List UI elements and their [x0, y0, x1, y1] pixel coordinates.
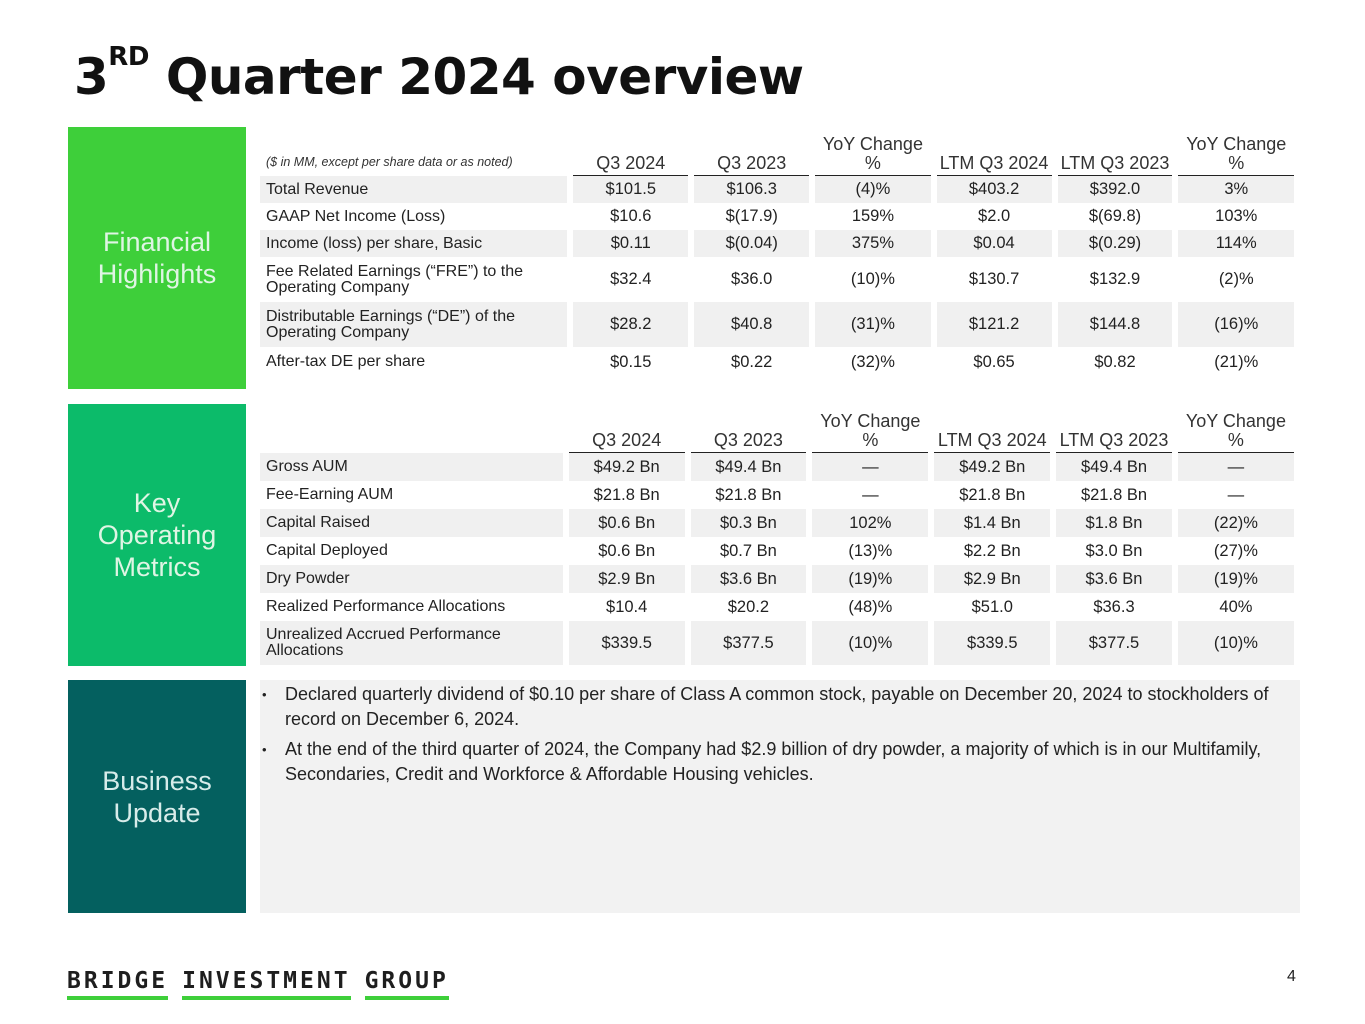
- column-header: Q3 2024: [569, 407, 685, 453]
- table-cell: $144.8: [1058, 302, 1173, 347]
- table-cell: $21.8 Bn: [1080, 485, 1148, 504]
- row-label: Gross AUM: [260, 453, 563, 481]
- row-label: Realized Performance Allocations: [266, 598, 506, 615]
- business-update-body: [260, 680, 1300, 913]
- column-header: YoY Change %: [1178, 130, 1294, 176]
- table-cell: —: [1227, 485, 1245, 504]
- table-cell: 103%: [1215, 207, 1258, 225]
- financial-highlights-table: [254, 130, 1300, 377]
- title-number: 3: [74, 48, 109, 106]
- row-label: After-tax DE per share: [266, 353, 426, 370]
- table-cell: $2.0: [978, 207, 1011, 225]
- table-cell: $2.2 Bn: [963, 541, 1021, 560]
- table-cell: $392.0: [1058, 176, 1173, 203]
- table-cell: $0.3 Bn: [691, 509, 807, 537]
- table-cell: $132.9: [1089, 270, 1141, 288]
- table-cell: $36.0: [731, 270, 773, 288]
- table-cell: $377.5: [1056, 621, 1172, 665]
- table-row: [260, 176, 1294, 203]
- row-label: Income (loss) per share, Basic: [260, 230, 567, 257]
- table-cell: $(69.8): [1088, 207, 1142, 225]
- column-header: Q3 2023: [691, 407, 807, 453]
- table-cell: $0.6 Bn: [598, 541, 656, 560]
- row-label: Fee-Earning AUM: [266, 486, 394, 503]
- title-ordinal-suffix: RD: [108, 42, 149, 72]
- row-label: Capital Raised: [260, 509, 563, 537]
- table-cell: $20.2: [727, 597, 770, 616]
- table-cell: $2.9 Bn: [934, 565, 1050, 593]
- table-cell: (4)%: [815, 176, 930, 203]
- table-cell: (13)%: [848, 541, 893, 560]
- table-cell: $121.2: [937, 302, 1052, 347]
- table-row: [260, 257, 1294, 302]
- table-cell: $1.8 Bn: [1056, 509, 1172, 537]
- table-cell: $3.6 Bn: [1056, 565, 1172, 593]
- table-cell: $1.4 Bn: [934, 509, 1050, 537]
- table-cell: $49.4 Bn: [691, 453, 807, 481]
- table-cell: (10)%: [850, 270, 895, 288]
- table-cell: 102%: [812, 509, 928, 537]
- key-operating-metrics-table: [254, 407, 1300, 665]
- table-cell: $0.6 Bn: [569, 509, 685, 537]
- table-cell: $28.2: [573, 302, 688, 347]
- table-cell: $0.22: [731, 352, 773, 371]
- row-label: GAAP Net Income (Loss): [266, 207, 446, 225]
- table-cell: $0.11: [573, 230, 688, 257]
- column-header: YoY Change %: [1178, 407, 1294, 453]
- table-cell: (32)%: [850, 352, 895, 371]
- table-row: [260, 453, 1294, 481]
- table-cell: $403.2: [937, 176, 1052, 203]
- financial-highlights-label: Financial Highlights: [68, 127, 246, 389]
- logo-word: INVESTMENT: [182, 968, 350, 1000]
- table-row: [260, 481, 1294, 509]
- table-cell: $49.2 Bn: [934, 453, 1050, 481]
- table-cell: $10.6: [610, 207, 652, 225]
- table-cell: —: [862, 485, 879, 504]
- table-row: [260, 537, 1294, 565]
- table-cell: $339.5: [569, 621, 685, 665]
- row-label: Total Revenue: [260, 176, 567, 203]
- company-logo: [67, 968, 449, 1000]
- table-cell: $36.3: [1093, 597, 1135, 616]
- table-cell: $49.4 Bn: [1056, 453, 1172, 481]
- table-cell: $106.3: [694, 176, 809, 203]
- table-cell: (21)%: [1214, 352, 1259, 371]
- table-cell: (19)%: [812, 565, 928, 593]
- page-title: [74, 42, 804, 106]
- table-cell: $21.8 Bn: [959, 485, 1026, 504]
- table-cell: $0.82: [1094, 352, 1136, 371]
- table-cell: $21.8 Bn: [715, 485, 782, 504]
- table-row: [260, 347, 1294, 377]
- table-row: [260, 509, 1294, 537]
- row-label: Distributable Earnings (“DE”) of the Operating Company: [260, 302, 567, 347]
- table-cell: $0.65: [973, 352, 1015, 371]
- table-cell: $130.7: [968, 270, 1020, 288]
- table-row: [260, 203, 1294, 230]
- table-cell: $3.6 Bn: [691, 565, 807, 593]
- logo-word: BRIDGE: [67, 968, 168, 1000]
- column-header: LTM Q3 2023: [1056, 407, 1172, 453]
- table-cell: $10.4: [606, 597, 648, 616]
- list-item: • Declared quarterly dividend of $0.10 per share of Class A common stock, payable on December 20, 2024 to stockholders of record on December 6, 2024.: [260, 682, 1300, 732]
- table-cell: (10)%: [812, 621, 928, 665]
- business-update-label: Business Update: [68, 680, 246, 913]
- table-cell: 159%: [851, 207, 895, 225]
- table-cell: 3%: [1178, 176, 1294, 203]
- table-cell: $40.8: [694, 302, 809, 347]
- table-cell: $0.04: [937, 230, 1052, 257]
- row-label: Capital Deployed: [266, 542, 388, 559]
- column-header: YoY Change %: [815, 130, 930, 176]
- table-cell: $(0.04): [694, 230, 809, 257]
- table-cell: (27)%: [1213, 541, 1258, 560]
- table-note-empty: [260, 407, 563, 453]
- table-cell: $101.5: [573, 176, 688, 203]
- table-cell: $339.5: [934, 621, 1050, 665]
- row-label: Dry Powder: [260, 565, 563, 593]
- table-cell: $(0.29): [1058, 230, 1173, 257]
- table-cell: (2)%: [1218, 270, 1254, 288]
- table-cell: —: [812, 453, 928, 481]
- table-cell: —: [1178, 453, 1294, 481]
- table-cell: $32.4: [610, 270, 652, 288]
- table-cell: $3.0 Bn: [1085, 541, 1143, 560]
- logo-word: GROUP: [365, 968, 449, 1000]
- table-row: [260, 230, 1294, 257]
- table-cell: $51.0: [971, 597, 1013, 616]
- table-cell: $(17.9): [725, 207, 778, 225]
- table-cell: (22)%: [1178, 509, 1294, 537]
- row-label: Unrealized Accrued Performance Allocations: [260, 621, 563, 665]
- table-row: [260, 302, 1294, 347]
- table-cell: $2.9 Bn: [569, 565, 685, 593]
- table-row: [260, 593, 1294, 621]
- table-cell: $0.7 Bn: [719, 541, 777, 560]
- table-cell: (48)%: [848, 597, 893, 616]
- key-operating-metrics-label: Key Operating Metrics: [68, 404, 246, 666]
- table-cell: $21.8 Bn: [593, 485, 660, 504]
- table-note: ($ in MM, except per share data or as noted): [266, 155, 513, 169]
- table-cell: (31)%: [815, 302, 930, 347]
- table-cell: 375%: [815, 230, 930, 257]
- column-header: LTM Q3 2023: [1058, 130, 1173, 176]
- table-cell: $0.15: [610, 352, 652, 371]
- table-row: [260, 621, 1294, 665]
- table-cell: (10)%: [1178, 621, 1294, 665]
- table-cell: (16)%: [1178, 302, 1294, 347]
- column-header: Q3 2023: [694, 130, 809, 176]
- table-cell: $377.5: [691, 621, 807, 665]
- table-row: [260, 565, 1294, 593]
- table-cell: $49.2 Bn: [569, 453, 685, 481]
- column-header: LTM Q3 2024: [937, 130, 1052, 176]
- table-cell: 114%: [1178, 230, 1294, 257]
- list-item: • At the end of the third quarter of 2024, the Company had $2.9 billion of dry powder, a majority of which is in our Multifamily, Secondaries, Credit and Workforce & Affordable Housing vehicles.: [260, 737, 1300, 787]
- title-text: Quarter 2024 overview: [148, 48, 804, 106]
- row-label: Fee Related Earnings (“FRE”) to the Operating Company: [266, 262, 523, 296]
- column-header: YoY Change %: [812, 407, 928, 453]
- page-number: 4: [1287, 968, 1296, 985]
- column-header: LTM Q3 2024: [934, 407, 1050, 453]
- table-cell: 40%: [1219, 597, 1253, 616]
- column-header: Q3 2024: [573, 130, 688, 176]
- table-cell: (19)%: [1178, 565, 1294, 593]
